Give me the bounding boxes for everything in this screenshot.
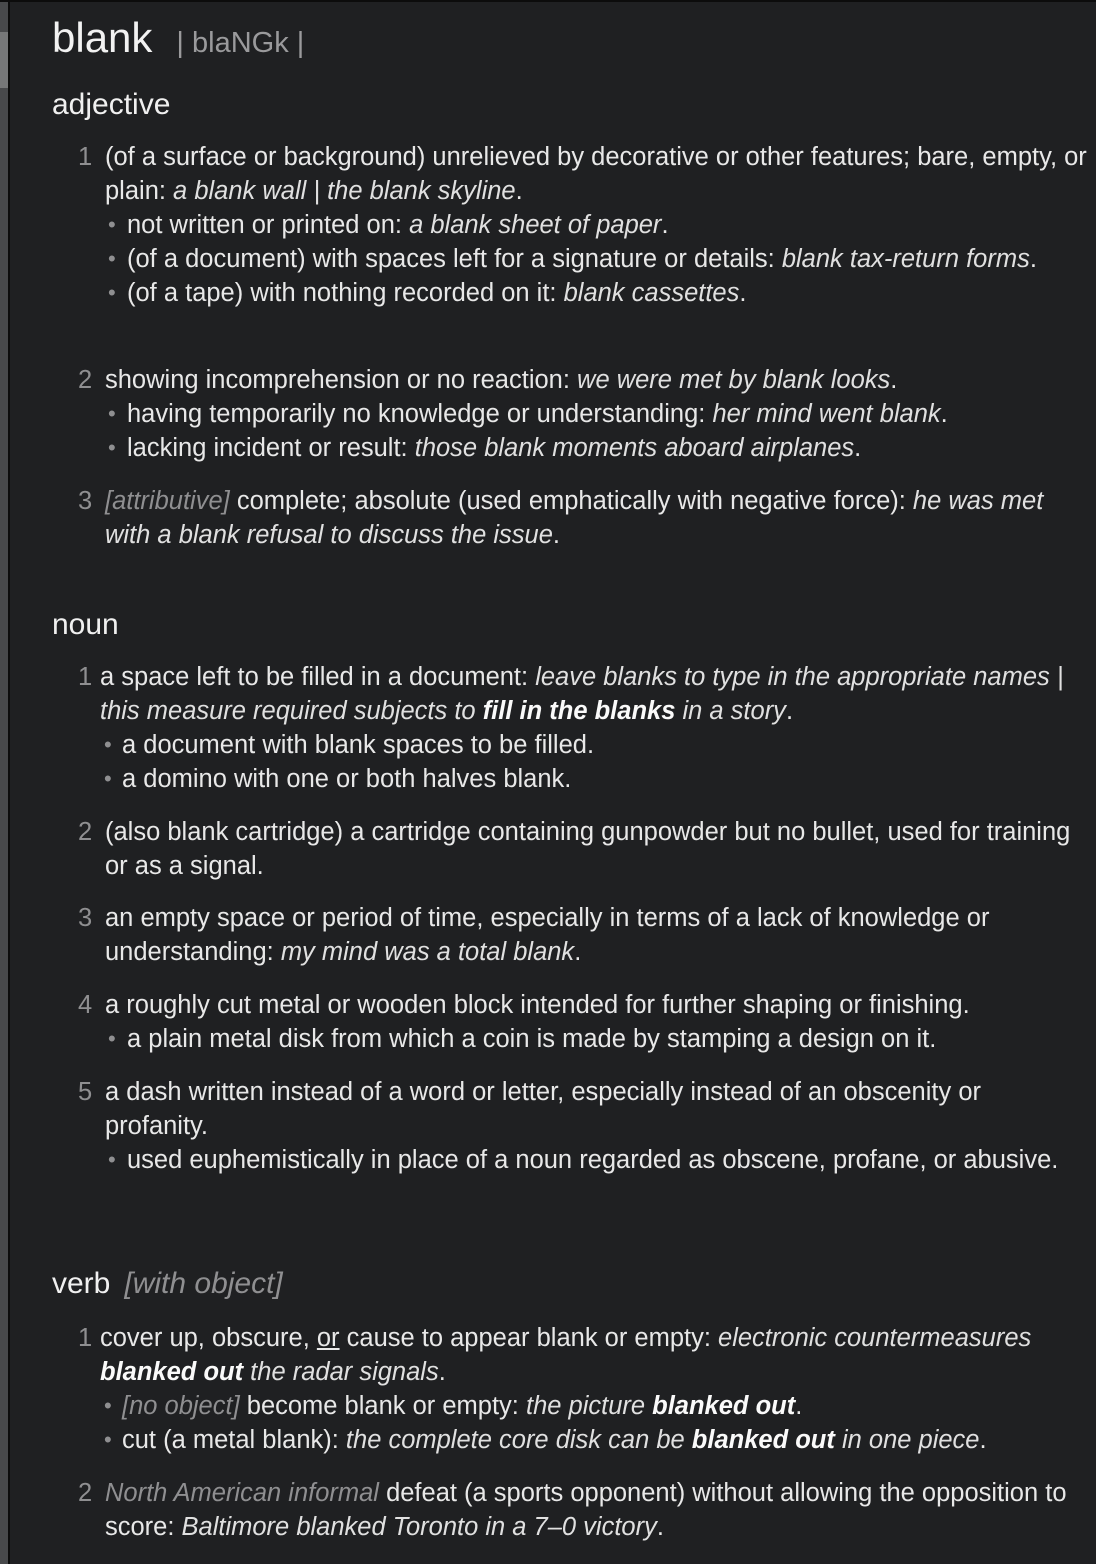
example: he was met with a blank refusal to discuss the issue: [105, 487, 1044, 549]
pos-label: verb: [52, 1267, 111, 1300]
bullet-icon: •: [108, 435, 116, 460]
example-text: in one piece: [834, 1426, 980, 1454]
subsense: [78, 1423, 1088, 1457]
period: .: [940, 400, 948, 428]
definition-text: cut (a metal blank):: [122, 1426, 346, 1454]
definition-text: a plain metal disk from which a coin is made by stamping a design on it.: [127, 1025, 937, 1053]
bullet-icon: •: [104, 766, 112, 791]
part-of-speech-verb: [52, 1267, 283, 1301]
example-text: electronic countermeasures: [718, 1324, 1032, 1352]
period: .: [661, 211, 669, 239]
definition-text: defeat (a sports opponent) without allowing the opposition to score:: [105, 1479, 1067, 1541]
example: [526, 1392, 795, 1420]
sense-number: 5: [78, 1078, 93, 1106]
subsense: [78, 728, 1088, 762]
definition-text: lacking incident or result:: [127, 434, 415, 462]
bullet-icon: •: [104, 1427, 112, 1452]
example-phrase: fill in the blanks: [482, 697, 676, 725]
bullet-icon: •: [104, 732, 112, 757]
example: a blank wall | the blank skyline: [173, 177, 516, 205]
definition-text: an empty space or period of time, especially in terms of a lack of knowledge or understanding:: [105, 904, 990, 966]
sense-definition: [78, 660, 1088, 728]
bullet-icon: •: [108, 1147, 116, 1172]
grammar-label: [no object]: [122, 1392, 240, 1420]
example: blank cassettes: [563, 279, 740, 307]
definition-text: become blank or empty:: [239, 1392, 526, 1420]
grammar-label: [attributive]: [105, 487, 230, 515]
example-text: the picture: [525, 1392, 653, 1420]
period: .: [1029, 245, 1037, 273]
sense-number: 3: [78, 904, 93, 932]
period: .: [552, 521, 560, 549]
definition-text: cause to appear blank or empty:: [339, 1324, 719, 1352]
definition-text: a space left to be filled in a document:: [100, 663, 536, 691]
example-text: in a story: [675, 697, 786, 725]
definition-text: (of a surface or background) unrelieved by decorative or other features; bare, empty, or plain:: [105, 143, 1087, 205]
sense-definition: [78, 484, 1088, 552]
example: [346, 1426, 980, 1454]
sense-definition: [78, 363, 1088, 397]
definition-text: showing incomprehension or no reaction:: [105, 366, 578, 394]
sense-number: 2: [78, 1479, 93, 1507]
example-phrase: blanked out: [652, 1392, 796, 1420]
subsense: [78, 1389, 1088, 1423]
adjective-sense-1: [78, 140, 1088, 310]
sense-definition: (also blank cartridge) a cartridge containing gunpowder but no bullet, used for training or as a signal.: [105, 818, 1071, 880]
sense-definition: [78, 1321, 1088, 1389]
example-text: the complete core disk can be: [345, 1426, 692, 1454]
example-phrase: blanked out: [691, 1426, 835, 1454]
noun-sense-5: [78, 1075, 1088, 1177]
sense-definition: a dash written instead of a word or letter, especially instead of an obscenity or profanity.: [105, 1078, 981, 1140]
bullet-icon: •: [104, 1393, 112, 1418]
example: we were met by blank looks: [577, 366, 891, 394]
grammar-label: [with object]: [124, 1267, 283, 1300]
noun-sense-4: [78, 988, 1088, 1056]
part-of-speech-noun: [52, 608, 119, 642]
sense-number: 4: [78, 991, 93, 1019]
period: .: [795, 1392, 803, 1420]
period: .: [515, 177, 523, 205]
underlined-word: or: [316, 1324, 340, 1352]
sense-definition: [78, 140, 1088, 208]
definition-text: having temporarily no knowledge or understanding:: [127, 400, 713, 428]
example-phrase: blanked out: [100, 1358, 244, 1386]
sense-number: 1: [78, 143, 93, 171]
subsense: [78, 762, 1088, 796]
part-of-speech-adjective: [52, 88, 170, 122]
noun-sense-2: [78, 815, 1088, 883]
sense-definition: a roughly cut metal or wooden block intended for further shaping or finishing.: [105, 991, 970, 1019]
sense-definition: [78, 901, 1088, 969]
bullet-icon: •: [108, 1026, 116, 1051]
pane-divider: [8, 0, 10, 1564]
sense-number: 3: [78, 487, 93, 515]
subsense: [78, 397, 1088, 431]
period: .: [854, 434, 862, 462]
scrollbar-track[interactable]: [0, 2, 8, 1564]
period: .: [739, 279, 747, 307]
sense-number: 2: [78, 818, 93, 846]
period: .: [785, 697, 794, 725]
definition-text: complete; absolute (used emphatically with negative force):: [229, 487, 913, 515]
period: .: [574, 938, 582, 966]
subsense: [78, 242, 1088, 276]
subsense: [78, 1143, 1088, 1177]
sense-number: 2: [78, 366, 93, 394]
verb-sense-1: [78, 1321, 1088, 1457]
definition-text: a document with blank spaces to be filled.: [122, 731, 595, 759]
example-text: leave blanks to type in the appropriate names | this measure required subjects to: [100, 663, 1064, 725]
sense-number: 1: [78, 1324, 93, 1352]
entry-header: [52, 14, 304, 62]
definition-text: (of a document) with spaces left for a signature or details:: [127, 245, 782, 273]
example: my mind was a total blank: [280, 938, 575, 966]
bullet-icon: •: [108, 401, 116, 426]
period: .: [890, 366, 898, 394]
definition-text: cover up, obscure,: [100, 1324, 317, 1352]
example: a blank sheet of paper: [409, 211, 662, 239]
verb-sense-2: [78, 1476, 1088, 1544]
bullet-icon: •: [108, 246, 116, 271]
headword: blank: [52, 14, 153, 61]
noun-sense-3: [78, 901, 1088, 969]
sense-definition: [78, 1476, 1088, 1544]
example: Baltimore blanked Toronto in a 7–0 victory: [181, 1513, 657, 1541]
definition-text: not written or printed on:: [127, 211, 410, 239]
period: .: [656, 1513, 664, 1541]
adjective-sense-3: [78, 484, 1088, 552]
adjective-sense-2: [78, 363, 1088, 465]
pos-label: adjective: [52, 88, 171, 121]
sense-number: 1: [78, 663, 93, 691]
pos-label: noun: [52, 608, 119, 641]
subsense: [78, 431, 1088, 465]
period: .: [979, 1426, 987, 1454]
definition-text: used euphemistically in place of a noun regarded as obscene, profane, or abusive.: [127, 1146, 1059, 1174]
register-label: North American informal: [105, 1479, 379, 1507]
scrollbar-thumb[interactable]: [0, 32, 8, 88]
pronunciation: | blaNGk |: [176, 27, 305, 59]
subsense: [78, 208, 1088, 242]
bullet-icon: •: [108, 280, 116, 305]
example: blank tax-return forms: [781, 245, 1030, 273]
window-top-border: [0, 0, 1096, 2]
noun-sense-1: [78, 660, 1088, 796]
subsense: [78, 276, 1088, 310]
definition-text: a domino with one or both halves blank.: [122, 765, 572, 793]
definition-text: (of a tape) with nothing recorded on it:: [127, 279, 564, 307]
bullet-icon: •: [108, 212, 116, 237]
period: .: [438, 1358, 446, 1386]
example: those blank moments aboard airplanes: [414, 434, 855, 462]
example: her mind went blank: [712, 400, 941, 428]
subsense: [78, 1022, 1088, 1056]
example-text: the radar signals: [243, 1358, 439, 1386]
